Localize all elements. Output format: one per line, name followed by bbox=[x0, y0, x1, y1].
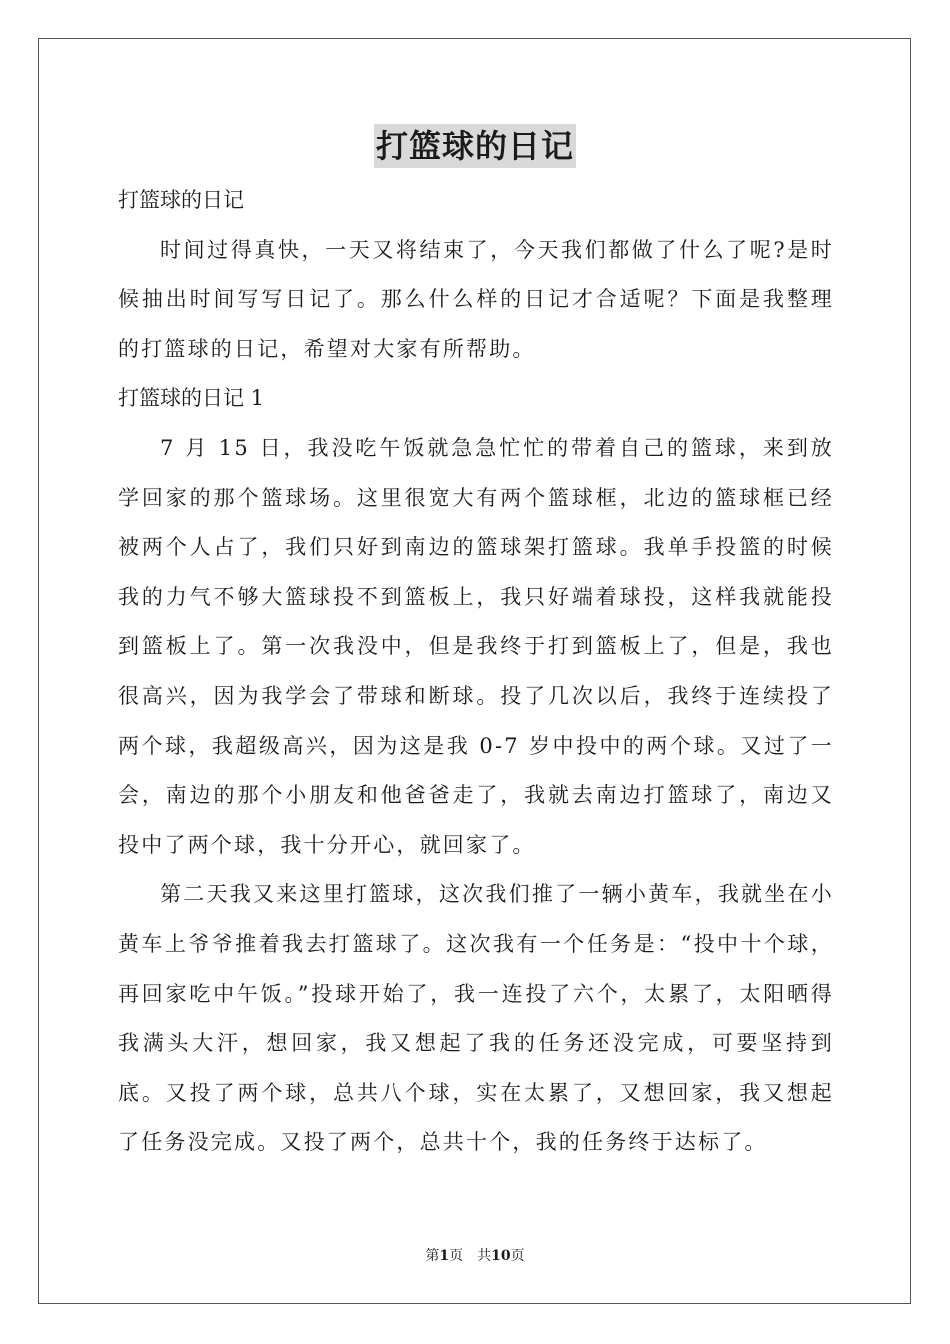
footer-total-pages: 10 bbox=[491, 1248, 511, 1264]
intro-paragraph: 时间过得真快，一天又将结束了，今天我们都做了什么了呢?是时候抽出时间写写日记了。那么什么样的日记才合适呢？下面是我整理的打篮球的日记，希望对大家有所帮助。 bbox=[118, 237, 834, 361]
diary-paragraph-1: 7 月 15 日，我没吃午饭就急急忙忙的带着自己的篮球，来到放学回家的那个篮球场。这里很宽大有两个篮球框，北边的篮球框已经被两个人占了，我们只好到南边的篮球架打篮球。我单手投篮的时候我的力气不够大篮球投不到篮板上，我只好端着球投，这样我就能投到篮板上了。第一次我没中，但是我终于打到篮板上了，但是，我也很高兴，因为我学会了带球和断球。投了几次以后，我终于连续投了两个球，我超级高兴，因为这是我 0-7 岁中投中的两个球。又过了一会，南边的那个小朋友和他爸爸走了，我就去南边打篮球了，南边又投中了两个球，我十分开心，就回家了。 bbox=[118, 435, 834, 857]
document-body bbox=[118, 176, 834, 1168]
document-subtitle: 打篮球的日记 bbox=[118, 188, 244, 212]
footer-current-page: 1 bbox=[439, 1248, 450, 1264]
footer-mid: 页 共 bbox=[449, 1248, 492, 1264]
page-footer bbox=[0, 1246, 950, 1266]
footer-suffix: 页 bbox=[510, 1248, 525, 1264]
title-area bbox=[0, 124, 950, 168]
document-title: 打篮球的日记 bbox=[374, 124, 576, 168]
diary-paragraph-2: 第二天我又来这里打篮球，这次我们推了一辆小黄车，我就坐在小黄车上爷爷推着我去打篮球了。这次我有一个任务是：“投中十个球，再回家吃中午饭。”投球开始了，我一连投了六个，太累了，太阳晒得我满头大汗，想回家，我又想起了我的任务还没完成，可要坚持到底。又投了两个球，总共八个球，实在太累了，又想回家，我又想起了任务没完成。又投了两个，总共十个，我的任务终于达标了。 bbox=[118, 882, 834, 1155]
section-heading: 打篮球的日记 1 bbox=[118, 386, 265, 411]
footer-prefix: 第 bbox=[425, 1248, 440, 1264]
